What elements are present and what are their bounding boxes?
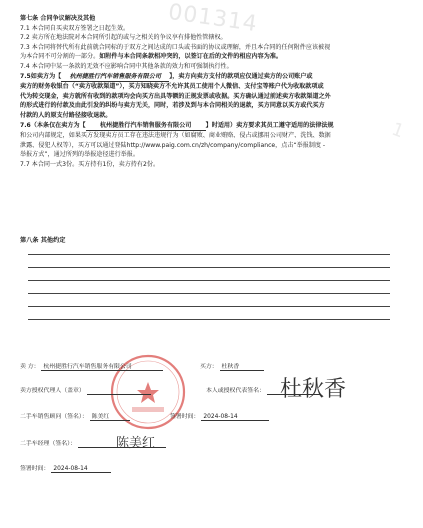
clause-7-5-line4: 的形式进行的付款及由此引发的纠纷与卖方无关，同时，若涉及到与本合同相关的退款，买方同意以买方或代买方 [20,102,325,110]
blank-line-4 [28,293,390,294]
clause-7-3-line1: 7.3 本合同将替代所有此前就合同标的于双方之间达成的口头或书面的协议或理解，并且本合同的任何附件应该被视 [20,43,331,51]
section7-title: 第七条 合同争议解决及其他 [20,15,96,22]
date-label: 签署时间： [20,466,50,472]
clause-7-5-company: 杭州捷胜行汽车销售服务有限公司 [61,72,169,83]
clause-7-5-line3: 代为转交现金，卖方就所有收到的款项均会向买方出具等额的正规发票或收据。买方确认通过前述卖方收款渠道之外 [20,92,331,100]
watermark-text: 001314 [166,0,260,38]
buyer-rep-label: 本人或授权代表签名： [206,388,265,394]
buyer-row [200,361,264,371]
clause-7-5-lead: 7.5如卖方为【 [20,72,62,80]
clause-7-4: 7.4 本合同中某一条款的无效不应影响合同中其他条款的效力和可强制执行性。 [20,62,233,70]
clause-7-5-line2: 卖方的财务收银台（“卖方收款渠道”），买方知晓卖方不允许其员工使用个人微信、支付宝等账户代为收取款项或 [20,83,324,91]
clause-7-6-line1 [20,121,412,132]
clause-7-6-line2: 和公司内部规定，如果买方发现卖方员工存在违法违规行为（如腐败、商业贿赂、侵占或挪用公司财产、洗钱、数据 [20,132,331,140]
clause-7-1: 7.1 本合同自买卖双方签署之日起生效。 [20,24,130,32]
sign-time-row [170,411,269,421]
blank-line-6 [28,319,390,320]
buyer-label: 买方： [200,364,218,370]
clause-7-7: 7.7 本合同一式3份。买方持有1份，卖方持有2份。 [20,160,160,168]
buyer-value: 杜秋香 [220,361,264,371]
seller-rep-label: 卖方授权代理人（盖章） [20,388,85,394]
clause-7-2: 7.2 卖方所在地法院对本合同所引起的或与之相关的争议享有排他性管辖权。 [20,34,227,42]
watermark-text-right: 1 [388,118,407,143]
clause-7-3-bold: 如附件与本合同条款相冲突的，以签订在后的文件的相应内容为准。 [99,53,283,61]
clause-7-5-line5: 付款的人的原支付路径接收退款。 [20,111,112,119]
clause-7-3-plain: 为本合同不可分割的一部分。 [20,53,100,61]
clause-7-3-line2 [20,52,412,62]
clause-7-5-line1 [20,72,412,83]
manager-label: 二手车经理（签名）： [20,441,76,447]
sign-time-label: 签署时间： [170,414,200,420]
clause-7-6-line3: 泄露、侵犯人权等），买方可以通过登陆http://www.paig.com.cn/zh/company/compliance，点击“举报制度 - [20,141,326,149]
seller-value: 杭州捷胜行汽车销售服务有限公司 [41,361,163,371]
contract-body [20,14,412,170]
sign-time-value: 2024-08-14 [201,414,269,421]
date-row [20,463,111,473]
clause-7-6-lead: 7.6（本条仅在卖方为【 [20,121,86,129]
blank-line-5 [28,306,390,307]
consultant-row [20,411,130,421]
blank-line-2 [28,267,390,268]
clause-7-6-mid: 】时适用）卖方要求其员工遵守适用的法律法规 [205,121,334,129]
blank-line-3 [28,280,390,281]
clause-7-6-company: 杭州捷胜行汽车销售服务有限公司 [86,121,206,132]
seller-rep-row [20,385,151,395]
seller-label: 卖 方： [20,364,40,370]
date-value: 2024-08-14 [51,466,111,473]
section8-title: 第八条 其他约定 [20,237,66,244]
consultant-value: 陈美红 [90,411,130,421]
seller-row [20,361,163,371]
clause-7-5-mid: 】，卖方向卖方支付的款项应仅通过卖方的公司账户或 [169,72,313,80]
blank-line-1 [28,254,390,255]
consultant-label: 二手车销售顾问（签名）： [20,414,88,420]
manager-handwritten-signature: 陈美红 [116,436,156,451]
buyer-handwritten-signature: 杜秋香 [280,377,347,402]
clause-7-6-line4: 举报方式”，通过所列的举报途径进行举报。 [20,151,139,159]
